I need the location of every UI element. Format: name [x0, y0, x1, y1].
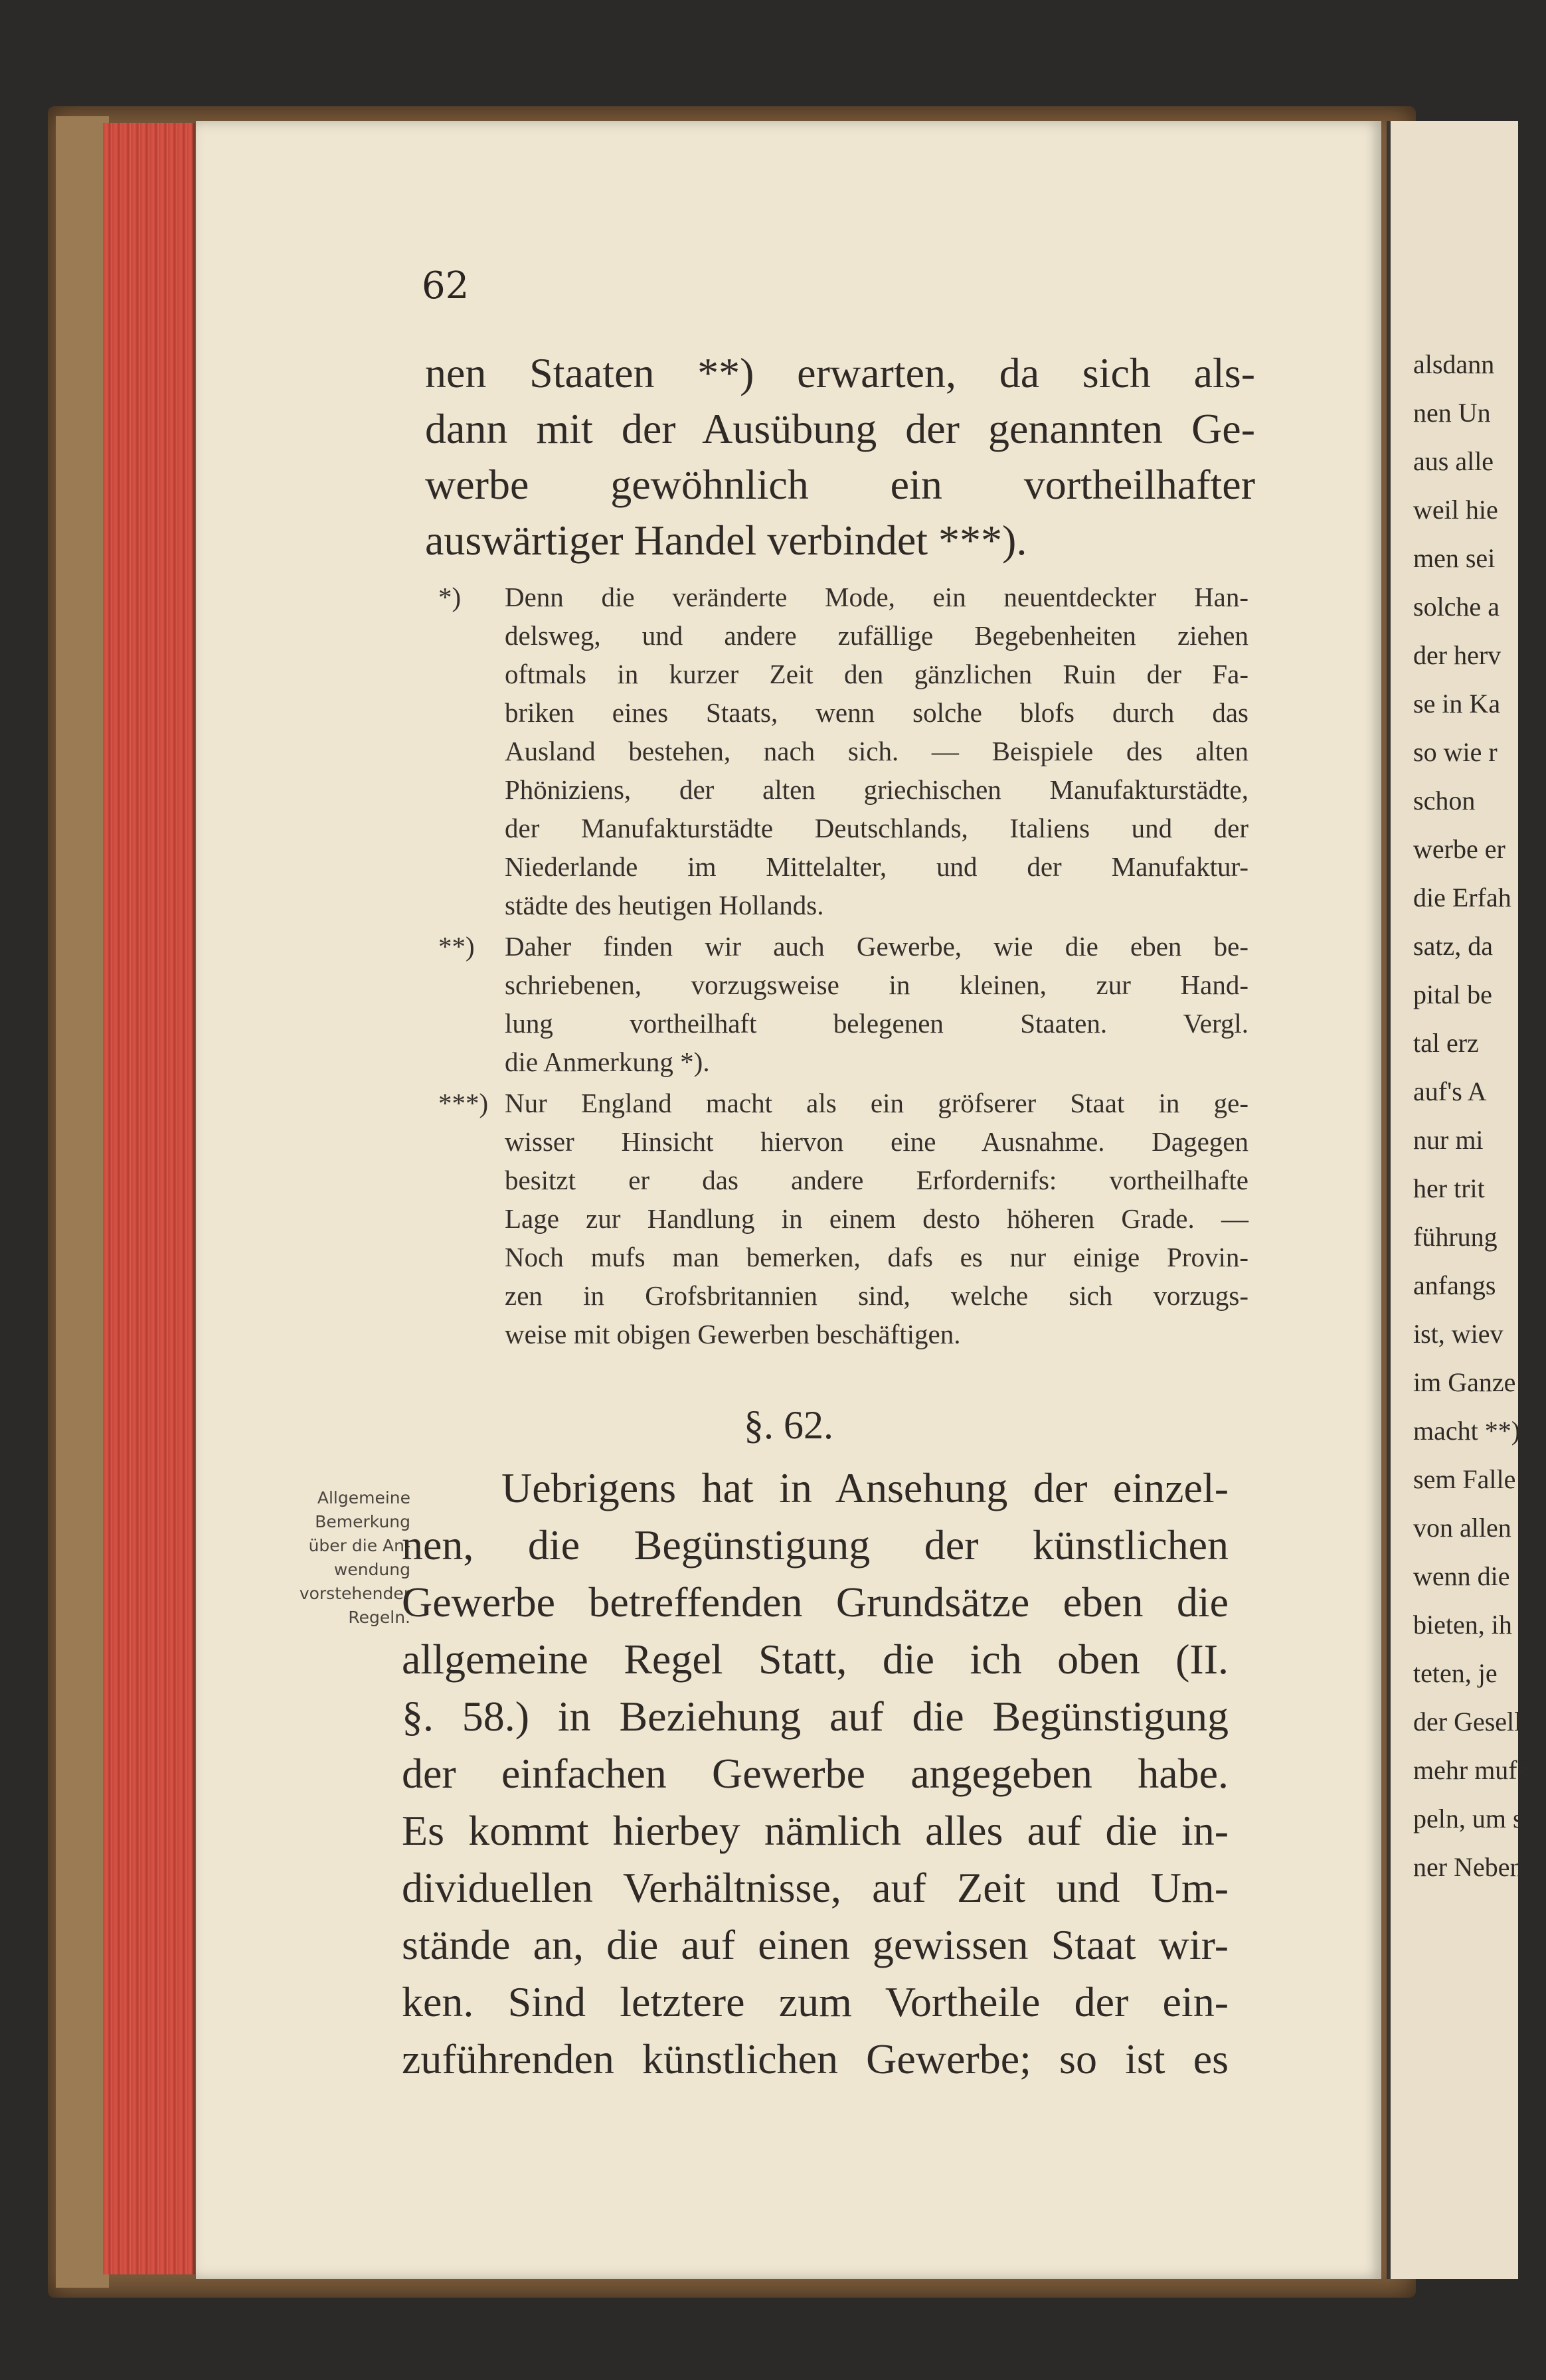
- footnote-line: Niederlande im Mittelalter, und der Manufaktur-: [505, 851, 1248, 882]
- footnote-line: weise mit obigen Gewerben beschäftigen.: [505, 1319, 961, 1349]
- footnote-line: wisser Hinsicht hiervon eine Ausnahme. Dagegen: [505, 1126, 1248, 1157]
- right-page-line: auf's A: [1413, 1076, 1487, 1106]
- right-page-line: peln, um s: [1413, 1804, 1523, 1833]
- footnote-line: delsweg, und andere zufällige Begebenheiten ziehen: [505, 620, 1248, 651]
- footnote-line: die Anmerkung *).: [505, 1047, 710, 1077]
- text-line: Es kommt hierbey nämlich alles auf die in-: [402, 1807, 1229, 1854]
- footnote-line: oftmals in kurzer Zeit den gänzlichen Ruin der Fa-: [505, 659, 1248, 689]
- right-page-line: weil hie: [1413, 495, 1498, 525]
- footnote-mark: ***): [438, 1088, 489, 1118]
- right-page-line: se in Ka: [1413, 689, 1501, 719]
- right-page-line: ner Neben: [1413, 1852, 1523, 1882]
- right-page-line: sem Falle: [1413, 1464, 1516, 1494]
- footnote-mark: *): [438, 582, 462, 612]
- main-text-top: [425, 345, 1255, 568]
- footnotes: [438, 578, 1248, 1356]
- footnote-3: [438, 1084, 1248, 1353]
- text-line: dividuellen Verhältnisse, auf Zeit und Um-: [402, 1864, 1229, 1911]
- footnote-line: Ausland bestehen, nach sich. — Beispiele des alten: [505, 736, 1248, 766]
- right-page-line: men sei: [1413, 543, 1496, 573]
- footnote-line: lung vortheilhaft belegenen Staaten. Vergl.: [505, 1008, 1248, 1039]
- main-text-bottom: [402, 1460, 1229, 2088]
- margin-note-line: Allgemeine: [317, 1488, 410, 1507]
- footnote-2: [438, 927, 1248, 1081]
- text-line: Uebrigens hat in Ansehung der einzel-: [501, 1464, 1229, 1511]
- text-line: allgemeine Regel Statt, die ich oben (II.: [402, 1636, 1229, 1683]
- text-line: werbe gewöhnlich ein vortheilhafter: [425, 461, 1255, 508]
- right-page-line: der herv: [1413, 640, 1502, 670]
- right-page-line: im Ganze: [1413, 1367, 1516, 1397]
- margin-note: [258, 1486, 410, 1630]
- right-page-line: schon: [1413, 786, 1476, 815]
- right-page-line: bieten, ih: [1413, 1610, 1512, 1640]
- footnote-line: städte des heutigen Hollands.: [505, 890, 824, 920]
- text-line: nen Staaten **) erwarten, da sich als-: [425, 349, 1255, 396]
- right-page-line: aus alle: [1413, 446, 1494, 476]
- right-page: [1387, 121, 1528, 2279]
- right-page-line: von allen: [1413, 1513, 1511, 1543]
- red-page-edges: [103, 123, 195, 2274]
- right-page-line: solche a: [1413, 592, 1500, 622]
- footnote-line: Noch mufs man bemerken, dafs es nur einige Provin-: [505, 1242, 1248, 1272]
- footnote-line: schriebenen, vorzugsweise in kleinen, zur Hand-: [505, 970, 1248, 1000]
- footnote-mark: **): [438, 931, 475, 962]
- right-page-line: nen Un: [1413, 398, 1491, 428]
- footnote-line: Daher finden wir auch Gewerbe, wie die eben be-: [505, 931, 1248, 962]
- right-page-line: so wie r: [1413, 737, 1498, 767]
- right-page-line: ist, wiev: [1413, 1319, 1503, 1349]
- text-line: zuführenden künstlichen Gewerbe; so ist es: [402, 2035, 1229, 2082]
- page-number: 62: [422, 264, 470, 307]
- text-line: nen, die Begünstigung der künstlichen: [402, 1521, 1229, 1569]
- right-page-line: tal erz: [1413, 1028, 1479, 1058]
- footnote-line: besitzt er das andere Erfordernifs: vortheilhafte: [505, 1165, 1248, 1195]
- footnote-line: Lage zur Handlung in einem desto höheren Grade. —: [505, 1203, 1248, 1234]
- right-page-line: wenn die: [1413, 1561, 1510, 1591]
- margin-note-line: wendung: [333, 1560, 410, 1579]
- text-line: dann mit der Ausübung der genannten Ge-: [425, 405, 1255, 452]
- text-line: ken. Sind letztere zum Vortheile der ein-: [402, 1978, 1229, 2025]
- text-line: auswärtiger Handel verbindet ***).: [425, 517, 1027, 564]
- right-page-line: mehr mufs: [1413, 1755, 1528, 1785]
- right-page-text: [1413, 340, 1546, 1891]
- right-page-line: nur mi: [1413, 1125, 1484, 1155]
- right-page-line: alsdann: [1413, 349, 1495, 379]
- text-line: der einfachen Gewerbe angegeben habe.: [402, 1750, 1229, 1797]
- right-page-line: die Erfah: [1413, 883, 1511, 912]
- right-page-line: teten, je: [1413, 1658, 1498, 1688]
- right-page-line: werbe er: [1413, 834, 1505, 864]
- footnote-line: Denn die veränderte Mode, ein neuentdeckter Han-: [505, 582, 1248, 612]
- text-line: §. 58.) in Beziehung auf die Begünstigung: [402, 1693, 1229, 1740]
- right-page-line: führung: [1413, 1222, 1498, 1252]
- margin-note-line: vorstehender: [299, 1584, 410, 1603]
- section-heading: §. 62.: [744, 1403, 833, 1447]
- footnote-1: [438, 578, 1248, 924]
- right-page-line: satz, da: [1413, 931, 1493, 961]
- cover-edge: [56, 116, 109, 2288]
- footnote-line: der Manufakturstädte Deutschlands, Italiens und der: [505, 813, 1248, 843]
- footnote-line: briken eines Staats, wenn solche blofs durch das: [505, 697, 1248, 728]
- right-page-line: her trit: [1413, 1173, 1485, 1203]
- footnote-line: zen in Grofsbritannien sind, welche sich vorzugs-: [505, 1280, 1248, 1311]
- right-page-line: macht **).: [1413, 1416, 1527, 1446]
- margin-note-line: Bemerkung: [315, 1512, 410, 1531]
- right-page-line: der Gesell: [1413, 1707, 1522, 1737]
- text-line: Gewerbe betreffenden Grundsätze eben die: [402, 1578, 1229, 1626]
- text-line: stände an, die auf einen gewissen Staat wir-: [402, 1921, 1229, 1968]
- margin-note-line: Regeln.: [348, 1608, 410, 1627]
- margin-note-line: über die An-: [308, 1536, 410, 1555]
- right-page-line: anfangs: [1413, 1270, 1496, 1300]
- footnote-line: Phöniziens, der alten griechischen Manufakturstädte,: [505, 774, 1248, 805]
- footnote-line: Nur England macht als ein gröfserer Staat in ge-: [505, 1088, 1248, 1118]
- right-page-line: pital be: [1413, 979, 1492, 1009]
